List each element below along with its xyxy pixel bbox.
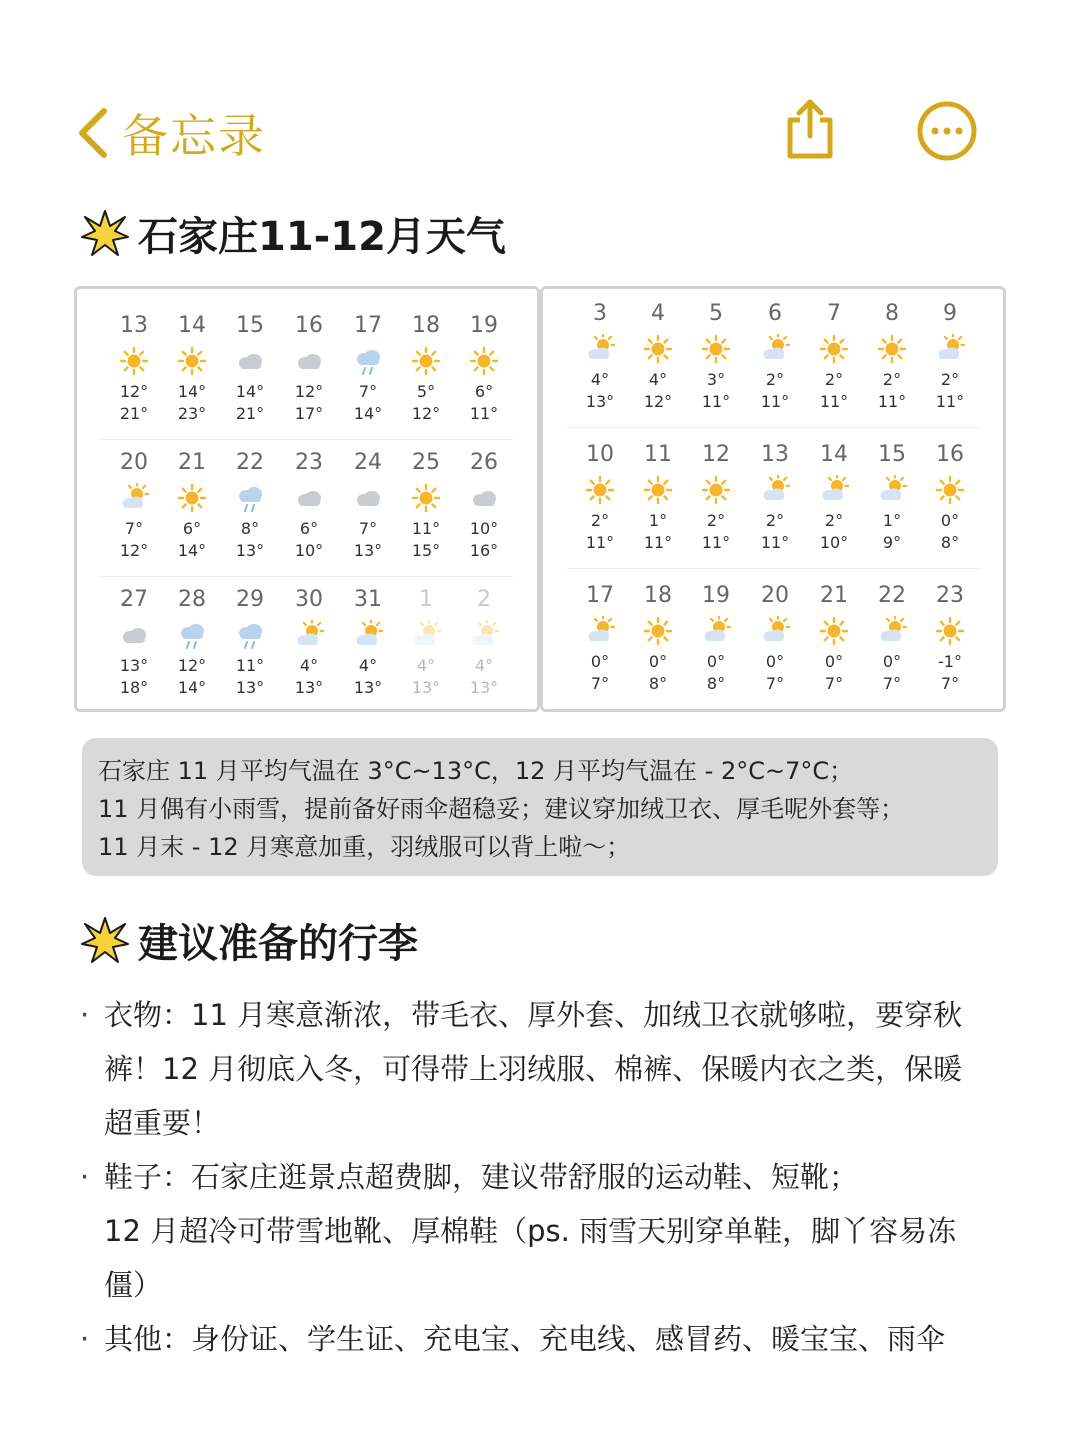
day-high-temp: 14° bbox=[177, 678, 207, 697]
day-high-temp: 7° bbox=[882, 674, 902, 693]
day-high-temp: 11° bbox=[643, 533, 673, 552]
day-date: 16 bbox=[936, 442, 964, 467]
sunny-icon bbox=[571, 470, 629, 510]
sunny-icon bbox=[629, 611, 687, 651]
calendar-day bbox=[280, 585, 338, 699]
day-date: 19 bbox=[702, 583, 730, 608]
day-low-temp: 0° bbox=[882, 652, 902, 671]
partly-cloudy-icon bbox=[687, 611, 745, 651]
week-divider bbox=[567, 568, 979, 569]
item-line: 12 月超冷可带雪地靴、厚棉鞋（ps. 雨雪天别穿单鞋，脚丫容易冻 bbox=[104, 1214, 957, 1248]
day-low-temp: 13° bbox=[119, 656, 149, 675]
sunny-icon bbox=[397, 478, 455, 518]
sunny-icon bbox=[397, 341, 455, 381]
weather-summary bbox=[82, 738, 998, 876]
item-line: 裤！12 月彻底入冬，可得带上羽绒服、棉裤、保暖内衣之类，保暖 bbox=[104, 1052, 963, 1086]
day-high-temp: 11° bbox=[877, 392, 907, 411]
day-high-temp: 11° bbox=[701, 392, 731, 411]
day-date: 2 bbox=[477, 587, 491, 612]
day-high-temp: 7° bbox=[940, 674, 960, 693]
day-low-temp: 12° bbox=[119, 382, 149, 401]
november-calendar bbox=[74, 286, 540, 712]
day-low-temp: 4° bbox=[416, 656, 436, 675]
partly-cloudy-icon bbox=[397, 615, 455, 655]
december-calendar bbox=[540, 286, 1006, 712]
day-low-temp: 0° bbox=[590, 652, 610, 671]
day-low-temp: 2° bbox=[765, 370, 785, 389]
day-date: 25 bbox=[412, 450, 440, 475]
day-date: 21 bbox=[178, 450, 206, 475]
day-date: 30 bbox=[295, 587, 323, 612]
packing-heading bbox=[80, 912, 418, 969]
day-low-temp: 7° bbox=[124, 519, 144, 538]
week-divider bbox=[101, 439, 513, 440]
item-line: 僵） bbox=[104, 1268, 163, 1302]
cloudy-icon bbox=[280, 341, 338, 381]
day-date: 9 bbox=[943, 301, 957, 326]
day-date: 10 bbox=[586, 442, 614, 467]
chevron-left-icon bbox=[72, 105, 114, 161]
day-date: 6 bbox=[768, 301, 782, 326]
partly-cloudy-icon bbox=[805, 470, 863, 510]
day-low-temp: 6° bbox=[182, 519, 202, 538]
nav-bar bbox=[0, 90, 1080, 170]
week-divider bbox=[567, 427, 979, 428]
calendar-day bbox=[687, 440, 745, 554]
cloudy-icon bbox=[280, 478, 338, 518]
bullet: · bbox=[80, 998, 90, 1032]
day-low-temp: 0° bbox=[765, 652, 785, 671]
sunny-icon bbox=[455, 341, 513, 381]
calendar-day bbox=[687, 581, 745, 695]
day-high-temp: 11° bbox=[935, 392, 965, 411]
day-date: 17 bbox=[586, 583, 614, 608]
day-date: 20 bbox=[120, 450, 148, 475]
item-line: 鞋子：石家庄逛景点超费脚，建议带舒服的运动鞋、短靴； bbox=[104, 1160, 859, 1194]
day-high-temp: 10° bbox=[819, 533, 849, 552]
sunny-icon bbox=[629, 470, 687, 510]
sunny-icon bbox=[805, 611, 863, 651]
day-low-temp: 7° bbox=[358, 382, 378, 401]
day-date: 21 bbox=[820, 583, 848, 608]
rain-icon bbox=[221, 615, 279, 655]
day-date: 31 bbox=[354, 587, 382, 612]
day-low-temp: 1° bbox=[648, 511, 668, 530]
calendar-day bbox=[687, 299, 745, 413]
packing-list bbox=[80, 988, 1048, 1366]
day-date: 29 bbox=[236, 587, 264, 612]
calendar-day bbox=[455, 585, 513, 699]
calendar-day bbox=[746, 581, 804, 695]
day-high-temp: 11° bbox=[469, 404, 499, 423]
back-button[interactable] bbox=[72, 100, 266, 166]
day-date: 15 bbox=[878, 442, 906, 467]
calendar-day bbox=[455, 311, 513, 425]
calendar-day bbox=[746, 440, 804, 554]
day-low-temp: 0° bbox=[940, 511, 960, 530]
day-date: 15 bbox=[236, 313, 264, 338]
cloudy-icon bbox=[221, 341, 279, 381]
partly-cloudy-icon bbox=[105, 478, 163, 518]
sunny-icon bbox=[629, 329, 687, 369]
partly-cloudy-icon bbox=[746, 470, 804, 510]
day-high-temp: 13° bbox=[469, 678, 499, 697]
calendar-day bbox=[805, 299, 863, 413]
day-low-temp: 11° bbox=[235, 656, 265, 675]
day-low-temp: 0° bbox=[824, 652, 844, 671]
calendar-day bbox=[921, 299, 979, 413]
sunny-icon bbox=[921, 611, 979, 651]
calendar-day bbox=[921, 581, 979, 695]
summary-line: 石家庄 11 月平均气温在 3°C~13°C，12 月平均气温在 - 2°C~7°C； bbox=[98, 757, 854, 785]
day-date: 17 bbox=[354, 313, 382, 338]
day-low-temp: 4° bbox=[590, 370, 610, 389]
sunny-icon bbox=[105, 341, 163, 381]
day-high-temp: 13° bbox=[353, 541, 383, 560]
day-date: 3 bbox=[593, 301, 607, 326]
calendar-day bbox=[571, 440, 629, 554]
day-high-temp: 17° bbox=[294, 404, 324, 423]
day-low-temp: 1° bbox=[882, 511, 902, 530]
day-high-temp: 11° bbox=[760, 392, 790, 411]
day-low-temp: 2° bbox=[706, 511, 726, 530]
calendar-day bbox=[629, 440, 687, 554]
day-high-temp: 13° bbox=[353, 678, 383, 697]
day-date: 4 bbox=[651, 301, 665, 326]
day-low-temp: 14° bbox=[177, 382, 207, 401]
calendar-day bbox=[280, 448, 338, 562]
day-date: 26 bbox=[470, 450, 498, 475]
day-low-temp: -1° bbox=[938, 652, 962, 671]
day-date: 22 bbox=[236, 450, 264, 475]
sunny-icon bbox=[863, 329, 921, 369]
day-high-temp: 13° bbox=[235, 678, 265, 697]
day-low-temp: 2° bbox=[882, 370, 902, 389]
calendar-week bbox=[77, 311, 537, 441]
day-low-temp: 7° bbox=[358, 519, 378, 538]
day-date: 8 bbox=[885, 301, 899, 326]
day-date: 16 bbox=[295, 313, 323, 338]
sunny-icon bbox=[921, 470, 979, 510]
day-low-temp: 3° bbox=[706, 370, 726, 389]
item-line: 其他：身份证、学生证、充电宝、充电线、感冒药、暖宝宝、雨伞 bbox=[104, 1322, 946, 1356]
day-low-temp: 4° bbox=[474, 656, 494, 675]
day-low-temp: 8° bbox=[240, 519, 260, 538]
day-high-temp: 11° bbox=[819, 392, 849, 411]
day-high-temp: 13° bbox=[235, 541, 265, 560]
back-label: 备忘录 bbox=[122, 109, 266, 163]
partly-cloudy-icon bbox=[746, 329, 804, 369]
day-date: 7 bbox=[827, 301, 841, 326]
day-date: 18 bbox=[644, 583, 672, 608]
day-date: 23 bbox=[295, 450, 323, 475]
calendar-week bbox=[543, 581, 1003, 711]
calendar-day bbox=[221, 311, 279, 425]
calendar-day bbox=[863, 581, 921, 695]
day-date: 5 bbox=[709, 301, 723, 326]
day-low-temp: 2° bbox=[590, 511, 610, 530]
day-date: 24 bbox=[354, 450, 382, 475]
day-high-temp: 21° bbox=[235, 404, 265, 423]
bullet: · bbox=[80, 1160, 90, 1194]
day-high-temp: 11° bbox=[585, 533, 615, 552]
packing-item-clothes bbox=[80, 988, 1048, 1150]
calendar-day bbox=[571, 299, 629, 413]
cloudy-icon bbox=[105, 615, 163, 655]
day-high-temp: 12° bbox=[643, 392, 673, 411]
weather-heading bbox=[80, 205, 506, 262]
calendar-day bbox=[339, 448, 397, 562]
partly-cloudy-icon bbox=[571, 611, 629, 651]
calendar-day bbox=[221, 448, 279, 562]
day-low-temp: 4° bbox=[299, 656, 319, 675]
day-date: 22 bbox=[878, 583, 906, 608]
star-burst-icon bbox=[80, 916, 130, 966]
sunny-icon bbox=[687, 329, 745, 369]
calendar-day bbox=[455, 448, 513, 562]
cloudy-icon bbox=[339, 478, 397, 518]
day-high-temp: 18° bbox=[119, 678, 149, 697]
calendar-day bbox=[163, 585, 221, 699]
partly-cloudy-icon bbox=[455, 615, 513, 655]
share-icon[interactable] bbox=[782, 96, 838, 160]
day-date: 13 bbox=[120, 313, 148, 338]
calendar-day bbox=[105, 585, 163, 699]
day-high-temp: 13° bbox=[585, 392, 615, 411]
calendar-day bbox=[805, 440, 863, 554]
calendar-day bbox=[397, 448, 455, 562]
calendar-day bbox=[105, 311, 163, 425]
day-date: 11 bbox=[644, 442, 672, 467]
day-low-temp: 12° bbox=[177, 656, 207, 675]
sunny-icon bbox=[687, 470, 745, 510]
day-high-temp: 8° bbox=[940, 533, 960, 552]
partly-cloudy-icon bbox=[280, 615, 338, 655]
day-high-temp: 23° bbox=[177, 404, 207, 423]
day-high-temp: 10° bbox=[294, 541, 324, 560]
day-high-temp: 7° bbox=[824, 674, 844, 693]
day-high-temp: 14° bbox=[353, 404, 383, 423]
calendar-week bbox=[543, 299, 1003, 429]
day-high-temp: 16° bbox=[469, 541, 499, 560]
day-high-temp: 13° bbox=[411, 678, 441, 697]
day-date: 1 bbox=[419, 587, 433, 612]
day-high-temp: 14° bbox=[177, 541, 207, 560]
partly-cloudy-icon bbox=[746, 611, 804, 651]
item-line: 超重要！ bbox=[104, 1106, 221, 1140]
day-low-temp: 6° bbox=[474, 382, 494, 401]
partly-cloudy-icon bbox=[571, 329, 629, 369]
day-low-temp: 0° bbox=[706, 652, 726, 671]
day-high-temp: 13° bbox=[294, 678, 324, 697]
day-high-temp: 11° bbox=[701, 533, 731, 552]
day-low-temp: 2° bbox=[765, 511, 785, 530]
day-date: 28 bbox=[178, 587, 206, 612]
rain-icon bbox=[221, 478, 279, 518]
star-burst-icon bbox=[80, 209, 130, 259]
day-low-temp: 2° bbox=[940, 370, 960, 389]
bullet: · bbox=[80, 1322, 90, 1356]
day-date: 13 bbox=[761, 442, 789, 467]
calendar-day bbox=[105, 448, 163, 562]
day-low-temp: 6° bbox=[299, 519, 319, 538]
sunny-icon bbox=[805, 329, 863, 369]
day-low-temp: 2° bbox=[824, 370, 844, 389]
calendar-day bbox=[863, 440, 921, 554]
day-high-temp: 11° bbox=[760, 533, 790, 552]
item-line: 衣物：11 月寒意渐浓，带毛衣、厚外套、加绒卫衣就够啦，要穿秋 bbox=[104, 998, 963, 1032]
calendar-day bbox=[629, 299, 687, 413]
sunny-icon bbox=[163, 478, 221, 518]
calendar-week bbox=[543, 440, 1003, 570]
partly-cloudy-icon bbox=[339, 615, 397, 655]
packing-item-other bbox=[80, 1312, 1048, 1366]
day-high-temp: 8° bbox=[706, 674, 726, 693]
summary-line: 11 月偶有小雨雪，提前备好雨伞超稳妥；建议穿加绒卫衣、厚毛呢外套等； bbox=[98, 795, 905, 823]
day-high-temp: 12° bbox=[119, 541, 149, 560]
day-low-temp: 2° bbox=[824, 511, 844, 530]
calendar-day bbox=[397, 311, 455, 425]
cloudy-icon bbox=[455, 478, 513, 518]
day-date: 18 bbox=[412, 313, 440, 338]
packing-item-shoes bbox=[80, 1150, 1048, 1312]
day-date: 14 bbox=[178, 313, 206, 338]
calendar-day bbox=[863, 299, 921, 413]
week-divider bbox=[101, 576, 513, 577]
rain-icon bbox=[339, 341, 397, 381]
calendar-day bbox=[163, 311, 221, 425]
day-low-temp: 10° bbox=[469, 519, 499, 538]
calendar-week bbox=[77, 585, 537, 715]
rain-icon bbox=[163, 615, 221, 655]
day-date: 14 bbox=[820, 442, 848, 467]
calendar-day bbox=[397, 585, 455, 699]
partly-cloudy-icon bbox=[863, 611, 921, 651]
partly-cloudy-icon bbox=[863, 470, 921, 510]
calendar-day bbox=[221, 585, 279, 699]
calendar-day bbox=[571, 581, 629, 695]
day-date: 27 bbox=[120, 587, 148, 612]
calendar-day bbox=[805, 581, 863, 695]
day-date: 19 bbox=[470, 313, 498, 338]
calendar-day bbox=[629, 581, 687, 695]
day-high-temp: 7° bbox=[765, 674, 785, 693]
packing-heading-title: 建议准备的行李 bbox=[138, 921, 418, 967]
calendar-day bbox=[163, 448, 221, 562]
day-high-temp: 12° bbox=[411, 404, 441, 423]
day-date: 20 bbox=[761, 583, 789, 608]
day-low-temp: 5° bbox=[416, 382, 436, 401]
day-date: 12 bbox=[702, 442, 730, 467]
day-low-temp: 14° bbox=[235, 382, 265, 401]
day-low-temp: 12° bbox=[294, 382, 324, 401]
day-high-temp: 8° bbox=[648, 674, 668, 693]
day-high-temp: 7° bbox=[590, 674, 610, 693]
calendar-week bbox=[77, 448, 537, 578]
day-high-temp: 9° bbox=[882, 533, 902, 552]
sunny-icon bbox=[163, 341, 221, 381]
partly-cloudy-icon bbox=[921, 329, 979, 369]
weather-heading-title: 石家庄11-12月天气 bbox=[138, 214, 506, 260]
day-date: 23 bbox=[936, 583, 964, 608]
day-low-temp: 4° bbox=[358, 656, 378, 675]
calendar-day bbox=[746, 299, 804, 413]
day-low-temp: 11° bbox=[411, 519, 441, 538]
calendar-day bbox=[280, 311, 338, 425]
day-high-temp: 21° bbox=[119, 404, 149, 423]
summary-line: 11 月末 - 12 月寒意加重，羽绒服可以背上啦～； bbox=[98, 833, 631, 861]
calendar-day bbox=[921, 440, 979, 554]
calendar-day bbox=[339, 311, 397, 425]
calendar-day bbox=[339, 585, 397, 699]
more-icon[interactable] bbox=[916, 100, 978, 162]
day-low-temp: 4° bbox=[648, 370, 668, 389]
day-high-temp: 15° bbox=[411, 541, 441, 560]
day-low-temp: 0° bbox=[648, 652, 668, 671]
